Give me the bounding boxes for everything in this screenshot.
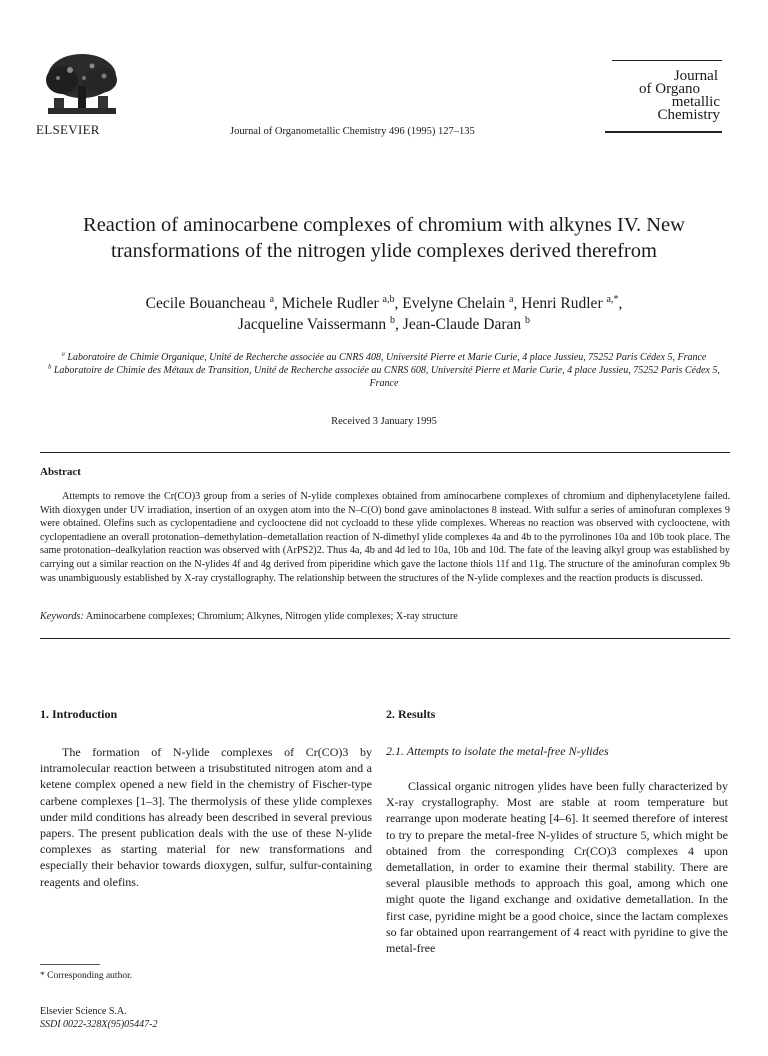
- affiliation-a: $^a$ Laboratoire de Chimie Organique, Unité de Recherche associée au CNRS 408, Université Pierre et Marie Curie, 4 place Jussieu, 75252 Paris Cédex 5, France: [61, 350, 707, 363]
- article-title: Reaction of aminocarbene complexes of chromium with alkynes IV. New transformations of the nitrogen ylide complexes derived therefrom: [83, 214, 685, 262]
- journal-masthead: [639, 70, 720, 122]
- publisher-imprint: [40, 1005, 157, 1031]
- author-list: [60, 293, 708, 335]
- imprint-ssdi: SSDI 0022-328X(95)05447-2: [40, 1019, 158, 1030]
- masthead-rule-top: [612, 60, 722, 61]
- abstract-text: Attempts to remove the Cr(CO)3 group from a series of N-ylide complexes obtained from aminocarbene complexes of chromium and diphenylacetylene failed. With dioxygen under UV irradiation, insertion of an oxygen atom into the N–C(O) bond gave aminolactones 8 instead. With sulfur a series of aminofuran complexes 9 were obtained. Olefins such as cyclopentadiene and cyclooctene did not cycloadd to these ylide complexes. Whereas no reaction was observed with cyclooctene, with cyclopentadiene an overall protonation–demethylation–demetallation reaction of N-dimethyl ylide complexes 4a and 4b to the pyrrolinones 10a and 10b took place. The same protonation–dealkylation reaction was observed with (ArPS2)2. Thus 4a, 4b and 4d led to 10a, 10b and 10d. The fate of the leaving alkyl group was established by carrying out a similar reaction on the N-ylides 4f and 4g derived from piperidine which gave the lactone thiols 11f and 11g. The structure of the aminofuran complex 9b was unambiguously established by X-ray crystallography. The relationship between the structures of the N-ylide complexes and the reaction products is discussed.: [40, 491, 730, 584]
- author-name: Michele Rudler: [281, 295, 379, 312]
- author-name: Cecile Bouancheau: [145, 295, 266, 312]
- masthead-line-4: Chemistry: [657, 107, 720, 123]
- section-heading-results: 2. Results: [386, 707, 436, 721]
- author-affil-mark: a: [269, 293, 275, 305]
- masthead-line-2: of Organo: [639, 81, 700, 97]
- author-line-2: Jacqueline Vaissermann $^b$, Jean-Claude Daran $^b$: [237, 314, 531, 333]
- corresponding-author-footnote: * Corresponding author.: [40, 971, 133, 981]
- author-affil-mark: a: [509, 293, 514, 305]
- affiliations: [40, 351, 728, 390]
- author-line-1: Cecile Bouancheau $^a$, Michele Rudler $^{a,b}$, Evelyne Chelain $^a$, Henri Rudler $^{a,*}$,: [145, 293, 623, 312]
- affiliation-b: $^b$ Laboratoire de Chimie des Métaux de Transition, Unité de Recherche associée au CNRS 608, Université Pierre et Marie Curie, 4 place Jussieu, 75252 Paris Cédex 5, France: [48, 363, 720, 389]
- abstract-bottom-rule: [40, 638, 730, 639]
- masthead-rule-bottom: [605, 131, 722, 133]
- masthead-line-1: Journal: [673, 68, 718, 84]
- masthead-line-3: metallic: [671, 94, 720, 110]
- journal-reference: Journal of Organometallic Chemistry 496 (1995) 127–135: [230, 126, 475, 137]
- keywords: [40, 611, 730, 622]
- author-name: Evelyne Chelain: [402, 295, 506, 312]
- author-affil-mark: b: [390, 314, 396, 326]
- section-heading-introduction: 1. Introduction: [40, 707, 118, 721]
- author-name: Henri Rudler: [521, 295, 603, 312]
- subsection-heading: 2.1. Attempts to isolate the metal-free N-ylides: [386, 744, 609, 758]
- author-name: Jacqueline Vaissermann: [237, 316, 387, 333]
- publisher-name: ELSEVIER: [36, 122, 100, 137]
- keywords-list: Aminocarbene complexes; Chromium; Alkynes, Nitrogen ylide complexes; X-ray structure: [85, 611, 458, 622]
- author-affil-mark: a,b: [382, 293, 395, 305]
- abstract-top-rule: [40, 452, 730, 453]
- introduction-text: The formation of N-ylide complexes of Cr(CO)3 by intramolecular reaction between a trisubstituted nitrogen atom and a ketene complex opened a new field in the chemistry of Fischer-type carbene complexes [1–3]. The thermolysis of these ylide complexes under mild conditions has already been described in several previous papers. The present publication deals with the use of these N-ylide complexes as starting material for new transformations and especially their behavior towards dioxygen, sulfur, sulfur-containing reagents and olefins.: [40, 745, 372, 889]
- affiliation-mark: a: [61, 350, 65, 358]
- affiliation-mark: b: [48, 363, 52, 371]
- footnote-rule: [40, 964, 100, 965]
- imprint-publisher: Elsevier Science S.A.: [40, 1006, 127, 1017]
- keywords-label: Keywords:: [40, 611, 84, 622]
- author-affil-mark: a,*: [606, 293, 619, 305]
- elsevier-tree-logo: [40, 50, 122, 120]
- received-date: Received 3 January 1995: [331, 416, 437, 427]
- author-name: Jean-Claude Daran: [402, 316, 522, 333]
- author-affil-mark: b: [525, 314, 531, 326]
- results-text: Classical organic nitrogen ylides have been fully characterized by X-ray crystallography. Most are stable at room temperature but rearrange upon moderate heating [4–6]. It seemed therefore of interest to try to prepare the metal-free N-ylides of structure 5, which might be obtained from the corresponding Cr(CO)3 complexes 4 upon demetallation, in order to examine their thermal stability. There are several plausible methods to approach this goal, among which one might quote the ligand exchange and oxidative demetallation. In the first case, pyridine might be a good choice, since the lactam complexes so far obtained upon rearrangement of 4 react with pyridine to give the metal-free: [386, 779, 728, 956]
- abstract-heading: Abstract: [40, 466, 81, 478]
